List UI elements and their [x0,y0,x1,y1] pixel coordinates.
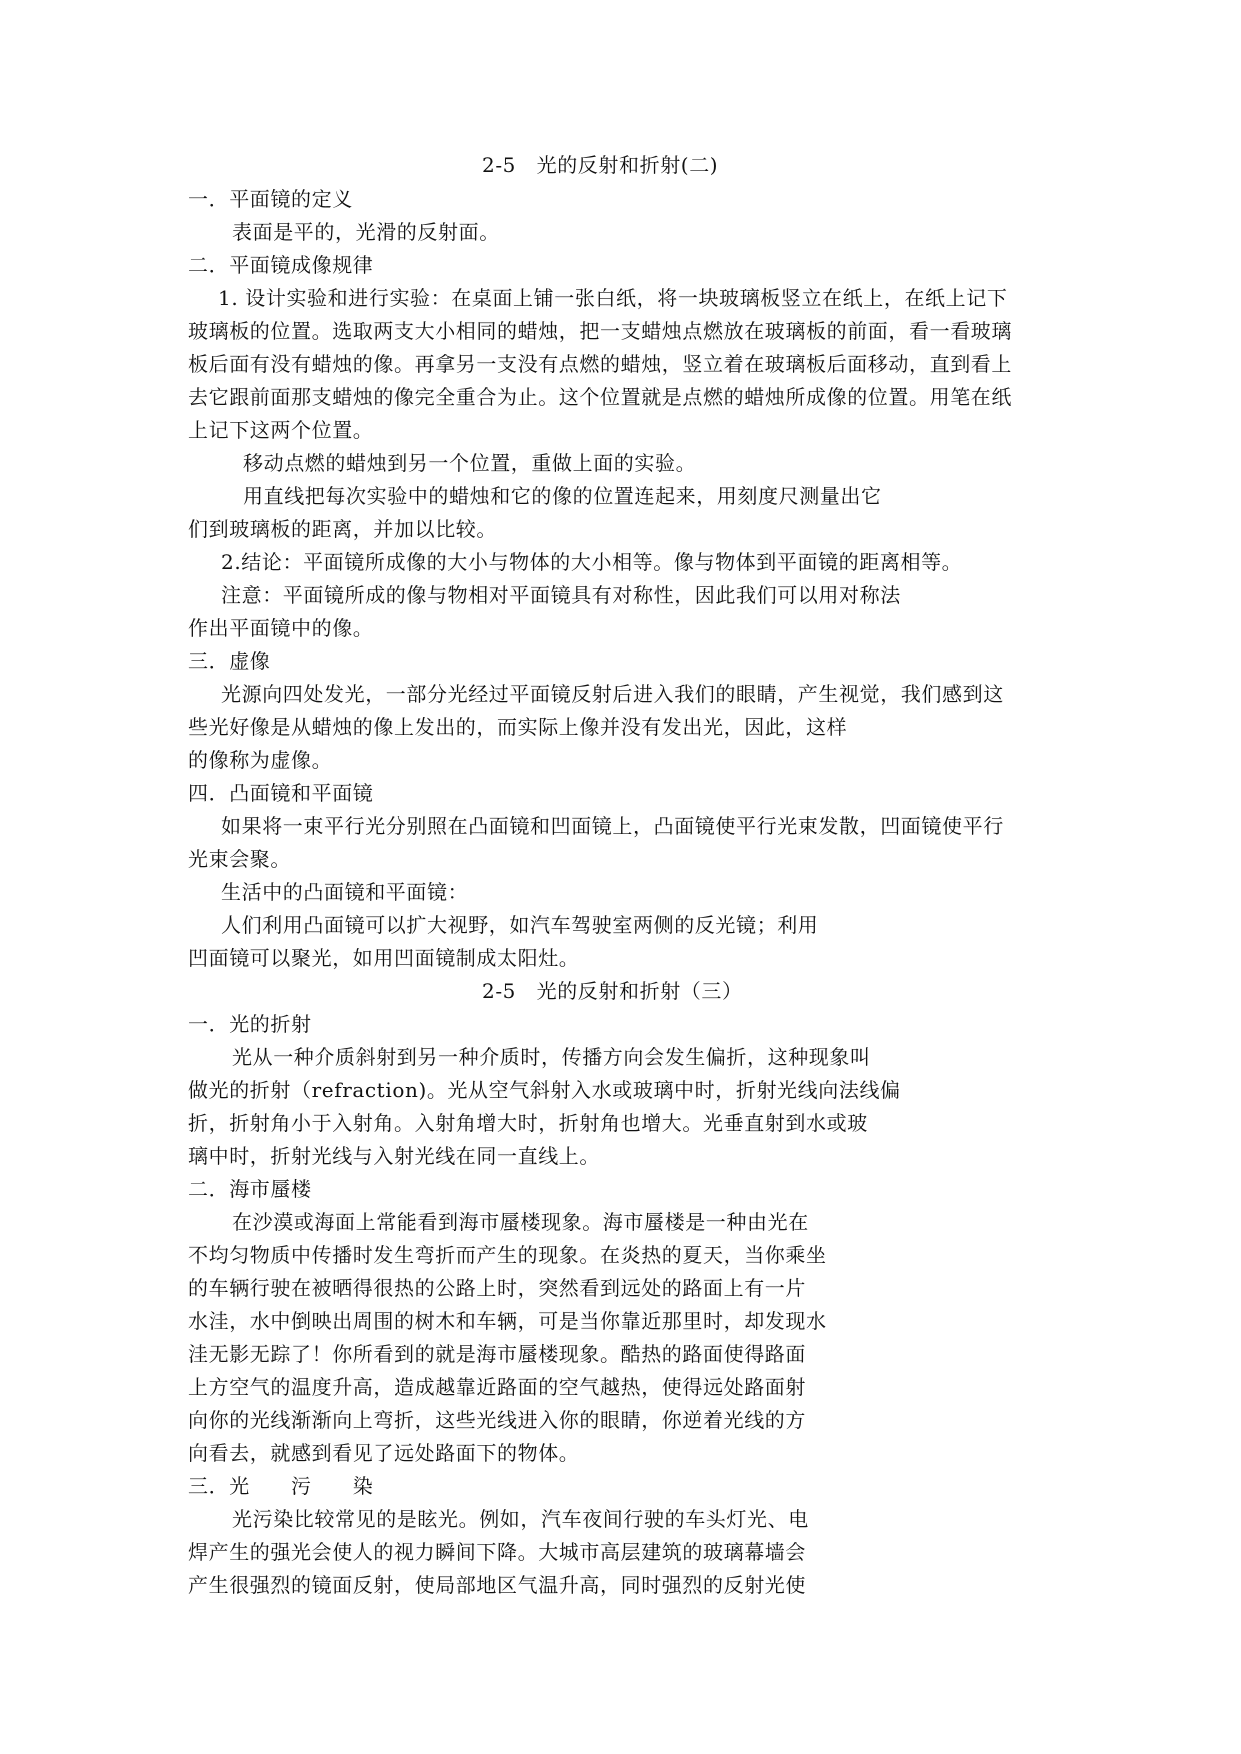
paragraph-line: 表面是平的，光滑的反射面。 [232,220,500,244]
paragraph-line: 的像称为虚像。 [188,748,333,772]
paragraph-line: 上记下这两个位置。 [188,418,374,442]
paragraph-line: 如果将一束平行光分别照在凸面镜和凹面镜上，凸面镜使平行光束发散，凹面镜使平行 [221,814,1004,838]
paragraph-line: 在沙漠或海面上常能看到海市蜃楼现象。海市蜃楼是一种由光在 [232,1210,809,1234]
paragraph-line: 焊产生的强光会使人的视力瞬间下降。大城市高层建筑的玻璃幕墙会 [188,1540,806,1564]
paragraph-line: 光束会聚。 [188,847,291,871]
paragraph-line: 水洼，水中倒映出周围的树木和车辆，可是当你靠近那里时，却发现水 [188,1309,827,1333]
paragraph-line: 玻璃板的位置。选取两支大小相同的蜡烛，把一支蜡烛点燃放在玻璃板的前面，看一看玻璃 [188,319,1012,343]
paragraph-line: 板后面有没有蜡烛的像。再拿另一支没有点燃的蜡烛，竖立着在玻璃板后面移动，直到看上 [188,352,1012,376]
paragraph-line: 人们利用凸面镜可以扩大视野，如汽车驾驶室两侧的反光镜；利用 [221,913,819,937]
heading-imaging-rules: 二．平面镜成像规律 [188,253,374,277]
paragraph-line: 2.结论：平面镜所成像的大小与物体的大小相等。像与物体到平面镜的距离相等。 [221,550,963,574]
paragraph-line: 的车辆行驶在被晒得很热的公路上时，突然看到远处的路面上有一片 [188,1276,806,1300]
heading-refraction: 一．光的折射 [188,1012,312,1036]
paragraph-line: 注意：平面镜所成的像与物相对平面镜具有对称性，因此我们可以用对称法 [221,583,901,607]
paragraph-line: 向你的光线渐渐向上弯折，这些光线进入你的眼睛，你逆着光线的方 [188,1408,806,1432]
paragraph-line: 作出平面镜中的像。 [188,616,374,640]
paragraph-line: 们到玻璃板的距离，并加以比较。 [188,517,497,541]
heading-plane-mirror-definition: 一．平面镜的定义 [188,187,353,211]
heading-virtual-image: 三．虚像 [188,649,271,673]
paragraph-line: 产生很强烈的镜面反射，使局部地区气温升高，同时强烈的反射光使 [188,1573,806,1597]
paragraph-line: 移动点燃的蜡烛到另一个位置，重做上面的实验。 [243,451,697,475]
section-title-2: 2-5 光的反射和折射(二) [482,153,719,177]
paragraph-line: 去它跟前面那支蜡烛的像完全重合为止。这个位置就是点燃的蜡烛所成像的位置。用笔在纸 [188,385,1012,409]
paragraph-line: 做光的折射（refraction)。光从空气斜射入水或玻璃中时，折射光线向法线偏 [188,1078,901,1102]
paragraph-line: 璃中时，折射光线与入射光线在同一直线上。 [188,1144,600,1168]
paragraph-line: 光从一种介质斜射到另一种介质时，传播方向会发生偏折，这种现象叫 [232,1045,871,1069]
paragraph-line: 折，折射角小于入射角。入射角增大时，折射角也增大。光垂直射到水或玻 [188,1111,868,1135]
paragraph-line: 洼无影无踪了！你所看到的就是海市蜃楼现象。酷热的路面使得路面 [188,1342,806,1366]
paragraph-line: 光污染比较常见的是眩光。例如，汽车夜间行驶的车头灯光、电 [232,1507,809,1531]
paragraph-line: 凹面镜可以聚光，如用凹面镜制成太阳灶。 [188,946,580,970]
paragraph-line: 用直线把每次实验中的蜡烛和它的像的位置连起来，用刻度尺测量出它 [243,484,882,508]
paragraph-line: 生活中的凸面镜和平面镜： [221,880,469,904]
heading-light-pollution: 三．光 污 染 [188,1474,374,1498]
paragraph-line: 不均匀物质中传播时发生弯折而产生的现象。在炎热的夏天，当你乘坐 [188,1243,827,1267]
paragraph-line: 向看去，就感到看见了远处路面下的物体。 [188,1441,580,1465]
paragraph-line: 光源向四处发光，一部分光经过平面镜反射后进入我们的眼睛，产生视觉，我们感到这 [221,682,1004,706]
heading-mirage: 二．海市蜃楼 [188,1177,312,1201]
heading-convex-mirror: 四．凸面镜和平面镜 [188,781,374,805]
paragraph-line: 些光好像是从蜡烛的像上发出的，而实际上像并没有发出光，因此，这样 [188,715,848,739]
paragraph-line: 1. 设计实验和进行实验：在桌面上铺一张白纸，将一块玻璃板竖立在纸上，在纸上记下 [218,286,1008,310]
paragraph-line: 上方空气的温度升高，造成越靠近路面的空气越热，使得远处路面射 [188,1375,806,1399]
section-title-3: 2-5 光的反射和折射（三） [482,979,743,1003]
